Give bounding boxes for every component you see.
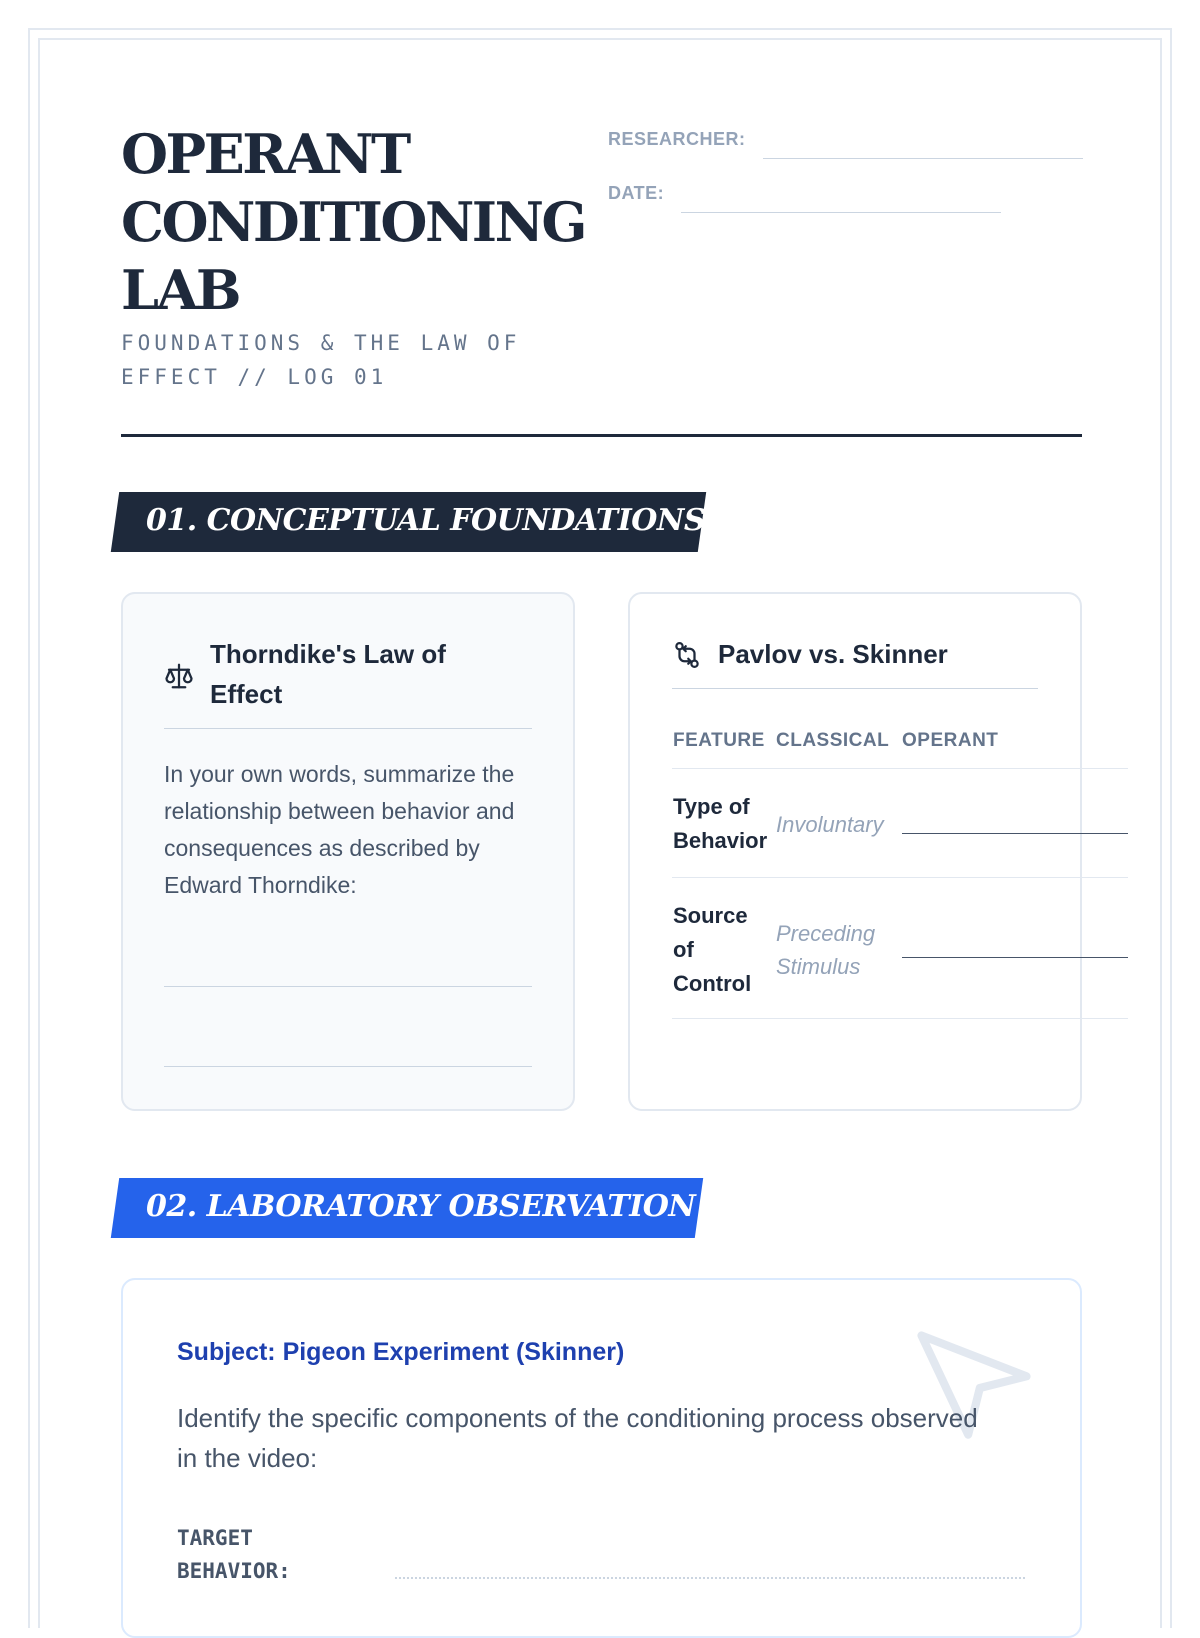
page-title — [121, 120, 586, 324]
comparison-title: Pavlov vs. Skinner — [718, 639, 948, 669]
thorndike-title: Thorndike's Law of Effect — [210, 639, 446, 709]
table-row-rule — [672, 1018, 1128, 1019]
date-field[interactable] — [681, 212, 1001, 213]
target-behavior-input[interactable] — [395, 1577, 1025, 1579]
table-header-feature: FEATURE — [673, 730, 765, 751]
scale-icon — [164, 661, 194, 691]
thorndike-prompt: In your own words, summarize the relationship between behavior and consequences as described by Edward Thorndike: — [164, 761, 515, 898]
table-cell-classical: Involuntary — [776, 812, 884, 837]
answer-line[interactable] — [164, 1066, 532, 1067]
target-behavior-label: TARGET BEHAVIOR: — [177, 1526, 291, 1583]
title-line: CONDITIONING — [121, 190, 586, 254]
compare-arrows-icon — [672, 640, 702, 670]
title-line: OPERANT — [121, 122, 409, 186]
table-cell-classical: Preceding Stimulus — [776, 921, 876, 979]
answer-line[interactable] — [164, 986, 532, 987]
table-header-operant: OPERANT — [902, 730, 999, 751]
page-subtitle: FOUNDATIONS & THE LAW OF EFFECT // LOG 01 — [121, 331, 521, 389]
header-divider — [121, 434, 1082, 437]
section-title-foundations: 01. CONCEPTUAL FOUNDATIONS — [146, 503, 705, 538]
observation-prompt: Identify the specific components of the conditioning process observed in the video: — [177, 1403, 978, 1473]
table-cell-feature: Type of Behavior — [673, 794, 768, 853]
table-header-classical: CLASSICAL — [776, 730, 890, 751]
card-divider — [164, 728, 532, 729]
section-title-observation: 02. LABORATORY OBSERVATION — [146, 1189, 696, 1224]
researcher-field[interactable] — [763, 158, 1083, 159]
title-line: LAB — [121, 258, 240, 322]
observation-subject: Subject: Pigeon Experiment (Skinner) — [177, 1338, 625, 1366]
table-cell-operant-input[interactable] — [902, 833, 1128, 834]
table-cell-feature: Source of Control — [673, 903, 752, 996]
card-divider — [672, 688, 1038, 689]
table-cell-operant-input[interactable] — [902, 957, 1128, 958]
date-label: DATE: — [608, 183, 665, 203]
researcher-label: RESEARCHER: — [608, 129, 746, 149]
table-row-rule — [672, 877, 1128, 878]
table-header-rule — [672, 768, 1128, 769]
